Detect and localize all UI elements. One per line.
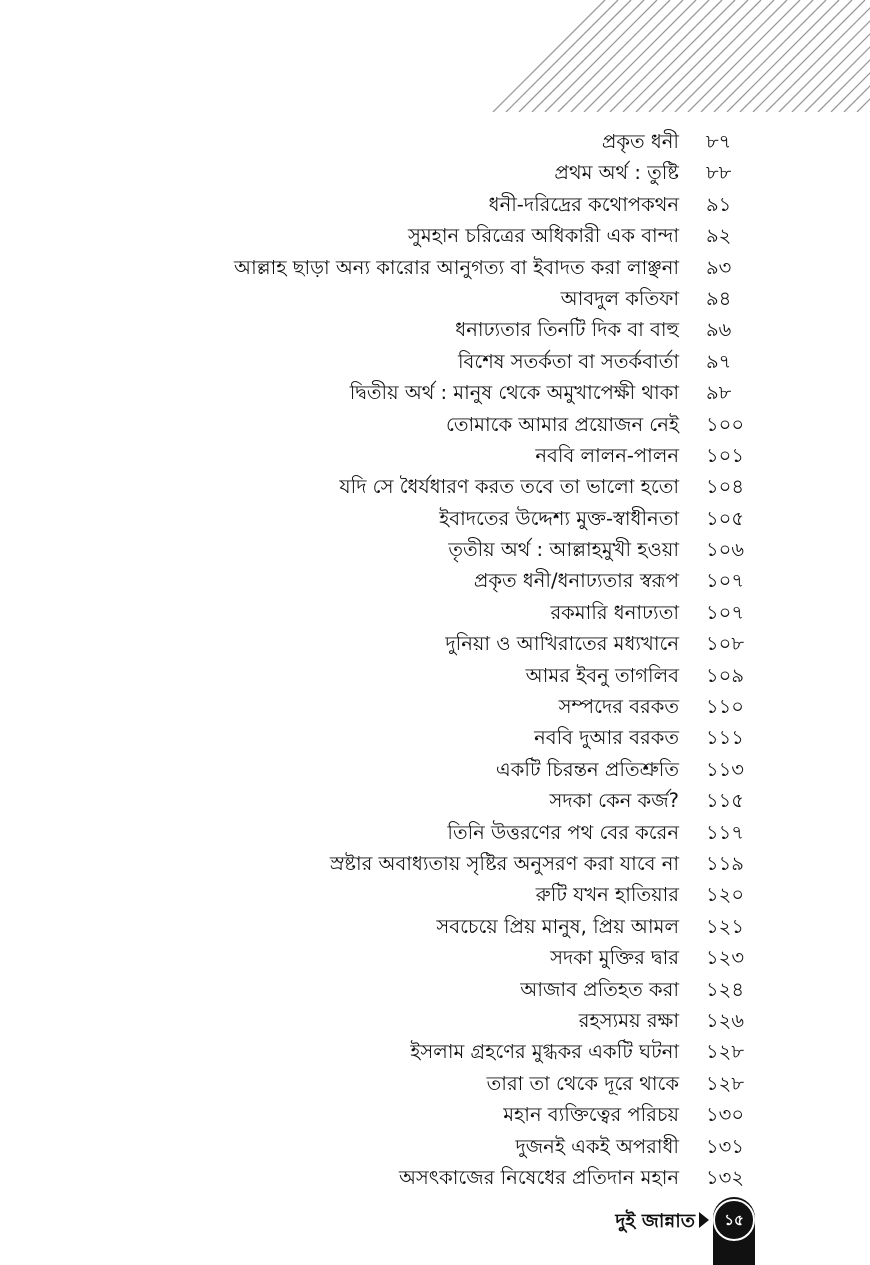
toc-entry-page: ১২৩: [706, 946, 745, 970]
toc-entry-title: ইবাদতের উদ্দেশ্য মুক্ত-স্বাধীনতা: [439, 506, 679, 530]
hatch-line: [818, 0, 870, 112]
toc-entry-title: প্রথম অর্থ : তুষ্টি: [554, 161, 679, 185]
toc-entry-page: ১৩১: [706, 1134, 744, 1158]
toc-entry-page: ১২১: [706, 914, 744, 938]
toc-entry-page: ১২০: [706, 883, 745, 907]
toc-entry-page: ১১৯: [706, 851, 744, 875]
toc-entry: [234, 1005, 745, 1036]
toc-entry: [234, 660, 744, 691]
toc-entry-title: দ্বিতীয় অর্থ : মানুষ থেকে অমুখাপেক্ষী থাকা: [349, 381, 679, 405]
toc-entry-page: ১২৮: [706, 1071, 744, 1095]
toc-entry-page: ১৩০: [706, 1103, 745, 1127]
toc-entry-page: ১১০: [706, 695, 744, 719]
toc-entry: [234, 252, 740, 283]
toc-entry: [234, 314, 740, 345]
toc-entry-page: ১১১: [706, 726, 744, 750]
toc-entry: [234, 409, 745, 440]
toc-entry: [234, 628, 744, 659]
toc-entry-page: ১২৬: [706, 1008, 745, 1032]
toc-entry-title: তিনি উত্তরণের পথ বের করেন: [447, 820, 679, 844]
toc-entry-title: ধনী-দরিদ্রের কথোপকথন: [488, 192, 679, 216]
toc-entry: [234, 471, 744, 502]
toc-entry: [234, 974, 744, 1005]
toc-entry-page: ১০৭: [706, 600, 745, 624]
book-title: দুই জান্নাত: [615, 1210, 695, 1232]
toc-entry-page: ১১৭: [706, 820, 744, 844]
toc-entry: [234, 126, 740, 157]
hatch-line: [857, 0, 870, 112]
toc-entry: [234, 597, 745, 628]
toc-entry-title: আবদুল কতিফা: [560, 286, 679, 310]
toc-entry-title: বিশেষ সতর্কতা বা সতর্কবার্তা: [457, 349, 679, 373]
toc-entry: [234, 220, 740, 251]
toc-entry-title: সবচেয়ে প্রিয় মানুষ, প্রিয় আমল: [436, 914, 679, 938]
toc-entry-title: একটি চিরন্তন প্রতিশ্রুতি: [495, 757, 679, 781]
toc-entry-title: আমর ইবনু তাগলিব: [525, 663, 679, 687]
toc-entry-page: ১১৫: [706, 789, 744, 813]
toc-entry-page: ৯৩: [706, 255, 732, 279]
toc-entry: [234, 1036, 744, 1067]
toc-entry-page: ১০৭: [706, 569, 745, 593]
toc-entry-title: আল্লাহ ছাড়া অন্য কারোর আনুগত্য বা ইবাদত করা লাঞ্ছনা: [233, 255, 679, 279]
toc-entry: [234, 1099, 745, 1130]
toc-entry: [234, 1068, 744, 1099]
decorative-hatch-pattern: [0, 0, 870, 112]
toc-entry: [234, 1131, 744, 1162]
toc-entry-page: ১০১: [706, 443, 744, 467]
toc-entry-page: ৯৮: [706, 381, 732, 405]
toc-entry-page: ১০৮: [706, 632, 744, 656]
toc-entry-page: ১১৩: [706, 757, 744, 781]
toc-entry: [234, 691, 744, 722]
hatch-line: [779, 0, 870, 112]
toc-entry-title: স্রষ্টার অবাধ্যতায় সৃষ্টির অনুসরণ করা যাবে না: [329, 851, 679, 875]
toc-entry-title: রহস্যময় রক্ষা: [578, 1008, 679, 1032]
toc-entry: [234, 157, 740, 188]
toc-entry: [234, 817, 744, 848]
toc-entry-page: ১০৪: [706, 475, 744, 499]
toc-entry-title: নববি লালন-পালন: [535, 443, 679, 467]
arrow-right-icon: [699, 1212, 709, 1228]
toc-entry-page: ৯৪: [706, 286, 732, 310]
toc-entry: [234, 283, 740, 314]
toc-entry-title: নববি দুআর বরকত: [534, 726, 679, 750]
page-number: ১৫: [713, 1199, 755, 1241]
toc-entry: [234, 346, 740, 377]
toc-entry-page: ৮৮: [706, 161, 732, 185]
hatch-line: [831, 0, 870, 112]
toc-entry-title: সম্পদের বরকত: [558, 695, 679, 719]
toc-entry-title: সুমহান চরিত্রের অধিকারী এক বান্দা: [407, 224, 679, 248]
table-of-contents: [233, 126, 745, 1193]
toc-entry-title: তোমাকে আমার প্রয়োজন নেই: [445, 412, 679, 436]
toc-entry-title: দুনিয়া ও আখিরাতের মধ্যখানে: [445, 632, 679, 656]
toc-entry: [234, 879, 745, 910]
toc-entry: [234, 534, 745, 565]
toc-entry: [234, 942, 745, 973]
toc-entry-title: প্রকৃত ধনী: [601, 130, 679, 153]
toc-entry: [234, 440, 744, 471]
toc-entry-page: ১০৯: [706, 663, 744, 687]
toc-entry: [234, 377, 740, 408]
toc-entry-page: ১২৮: [706, 1040, 744, 1064]
toc-entry-title: তৃতীয় অর্থ : আল্লাহমুখী হওয়া: [448, 538, 679, 562]
toc-entry-title: রুটি যখন হাতিয়ার: [535, 883, 679, 907]
toc-entry-title: প্রকৃত ধনী/ধনাঢ্যতার স্বরূপ: [473, 569, 679, 593]
toc-entry-page: ১০৬: [706, 538, 745, 562]
toc-entry: [234, 1162, 745, 1193]
toc-entry-page: ৯৭: [706, 349, 732, 373]
hatch-line: [792, 0, 870, 112]
toc-entry: [234, 189, 740, 220]
toc-entry-page: ১০০: [706, 412, 745, 436]
toc-entry: [234, 754, 744, 785]
toc-entry: [234, 848, 744, 879]
toc-entry-page: ৯১: [706, 192, 732, 216]
toc-entry: [234, 503, 744, 534]
toc-entry-title: আজাব প্রতিহত করা: [520, 977, 679, 1001]
toc-entry: [234, 565, 745, 596]
toc-entry: [234, 911, 744, 942]
toc-entry-title: অসৎকাজের নিষেধের প্রতিদান মহান: [398, 1165, 679, 1189]
toc-entry-title: ইসলাম গ্রহণের মুগ্ধকর একটি ঘটনা: [410, 1040, 679, 1064]
toc-entry: [234, 785, 744, 816]
toc-entry-title: সদকা মুক্তির দ্বার: [550, 946, 679, 970]
toc-entry-title: রকমারি ধনাঢ্যতা: [550, 600, 679, 624]
toc-entry-page: ৯২: [706, 224, 732, 248]
toc-entry-title: সদকা কেন কর্জ?: [549, 789, 679, 813]
toc-entry-title: যদি সে ধৈর্যধারণ করত তবে তা ভালো হতো: [339, 475, 679, 499]
toc-entry: [234, 722, 744, 753]
toc-entry-page: ১৩২: [706, 1165, 745, 1189]
hatch-line: [766, 0, 870, 112]
toc-entry-page: ১২৪: [706, 977, 744, 1001]
toc-entry-title: দুজনই একই অপরাধী: [515, 1134, 679, 1158]
toc-entry-page: ১০৫: [706, 506, 744, 530]
toc-entry-title: মহান ব্যক্তিত্বের পরিচয়: [503, 1103, 679, 1127]
toc-entry-title: তারা তা থেকে দূরে থাকে: [486, 1071, 679, 1095]
toc-entry-page: ৯৬: [706, 318, 732, 342]
toc-entry-page: ৮৭: [706, 130, 732, 153]
toc-entry-title: ধনাঢ্যতার তিনটি দিক বা বাহু: [455, 318, 679, 342]
